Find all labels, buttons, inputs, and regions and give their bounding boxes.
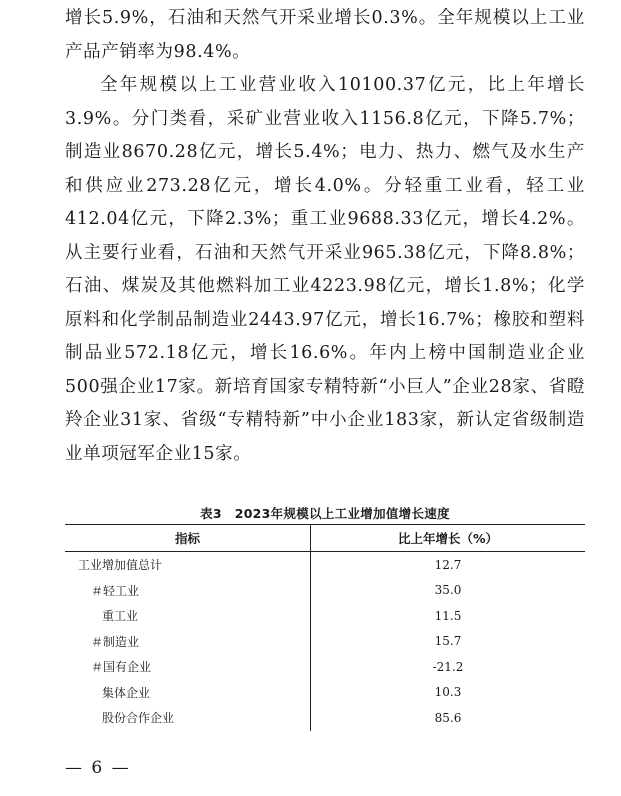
row-label: ＃轻工业: [65, 578, 311, 604]
paragraph-1-tail: 增长5.9%，石油和天然气开采业增长0.3%。全年规模以上工业产品产销率为98.4%。: [65, 8, 585, 62]
row-value: 12.7: [434, 557, 462, 572]
table-title: 表3 2023年规模以上工业增加值增长速度: [200, 506, 450, 521]
paragraph-2: 全年规模以上工业营业收入10100.37亿元，比上年增长3.9%。分门类看，采矿业营业收入1156.8亿元，下降5.7%；制造业8670.28亿元，增长5.4%；电力、热力、燃气及水生产和供应业273.28亿元，增长4.0%。分轻重工业看，轻工业412.04亿元，下降2.3%；重工业9688.33亿元，增长4.2%。从主要行业看，石油和天然气开采业965.38亿元，下降8.8%；石油、煤炭及其他燃料加工业4223.98亿元，增长1.8%；化学原料和化学制品制造业2443.97亿元，增长16.7%；橡胶和塑料制品业572.18亿元，增长16.6%。年内上榜中国制造业企业500强企业17家。新培育国家专精特新“小巨人”企业28家、省瞪羚企业31家、省级“专精特新”中小企业183家，新认定省级制造业单项冠军企业15家。: [65, 75, 585, 464]
header-indicator: 指标: [65, 525, 311, 552]
page-number: — 6 —: [65, 758, 131, 778]
table-row: [65, 578, 585, 604]
body-text: [65, 0, 585, 471]
header-growth: 比上年增长（%）: [311, 525, 586, 552]
table-row: [65, 705, 585, 731]
growth-table: [65, 524, 585, 731]
row-value: 15.7: [434, 634, 462, 649]
table-row: [65, 629, 585, 655]
table-row: [65, 552, 585, 578]
row-value: 11.5: [434, 608, 462, 623]
row-value: 35.0: [434, 583, 462, 598]
row-label: 工业增加值总计: [65, 552, 311, 578]
row-label: 重工业: [65, 603, 311, 629]
row-value: 85.6: [434, 710, 462, 725]
table-row: [65, 603, 585, 629]
row-label: 股份合作企业: [65, 705, 311, 731]
table-row: [65, 654, 585, 680]
row-label: 集体企业: [65, 680, 311, 706]
row-value: 10.3: [434, 685, 462, 700]
table-header-row: [65, 525, 585, 552]
row-label: ＃制造业: [65, 629, 311, 655]
table-row: [65, 680, 585, 706]
row-value: -21.2: [432, 659, 464, 674]
row-label: ＃国有企业: [65, 654, 311, 680]
